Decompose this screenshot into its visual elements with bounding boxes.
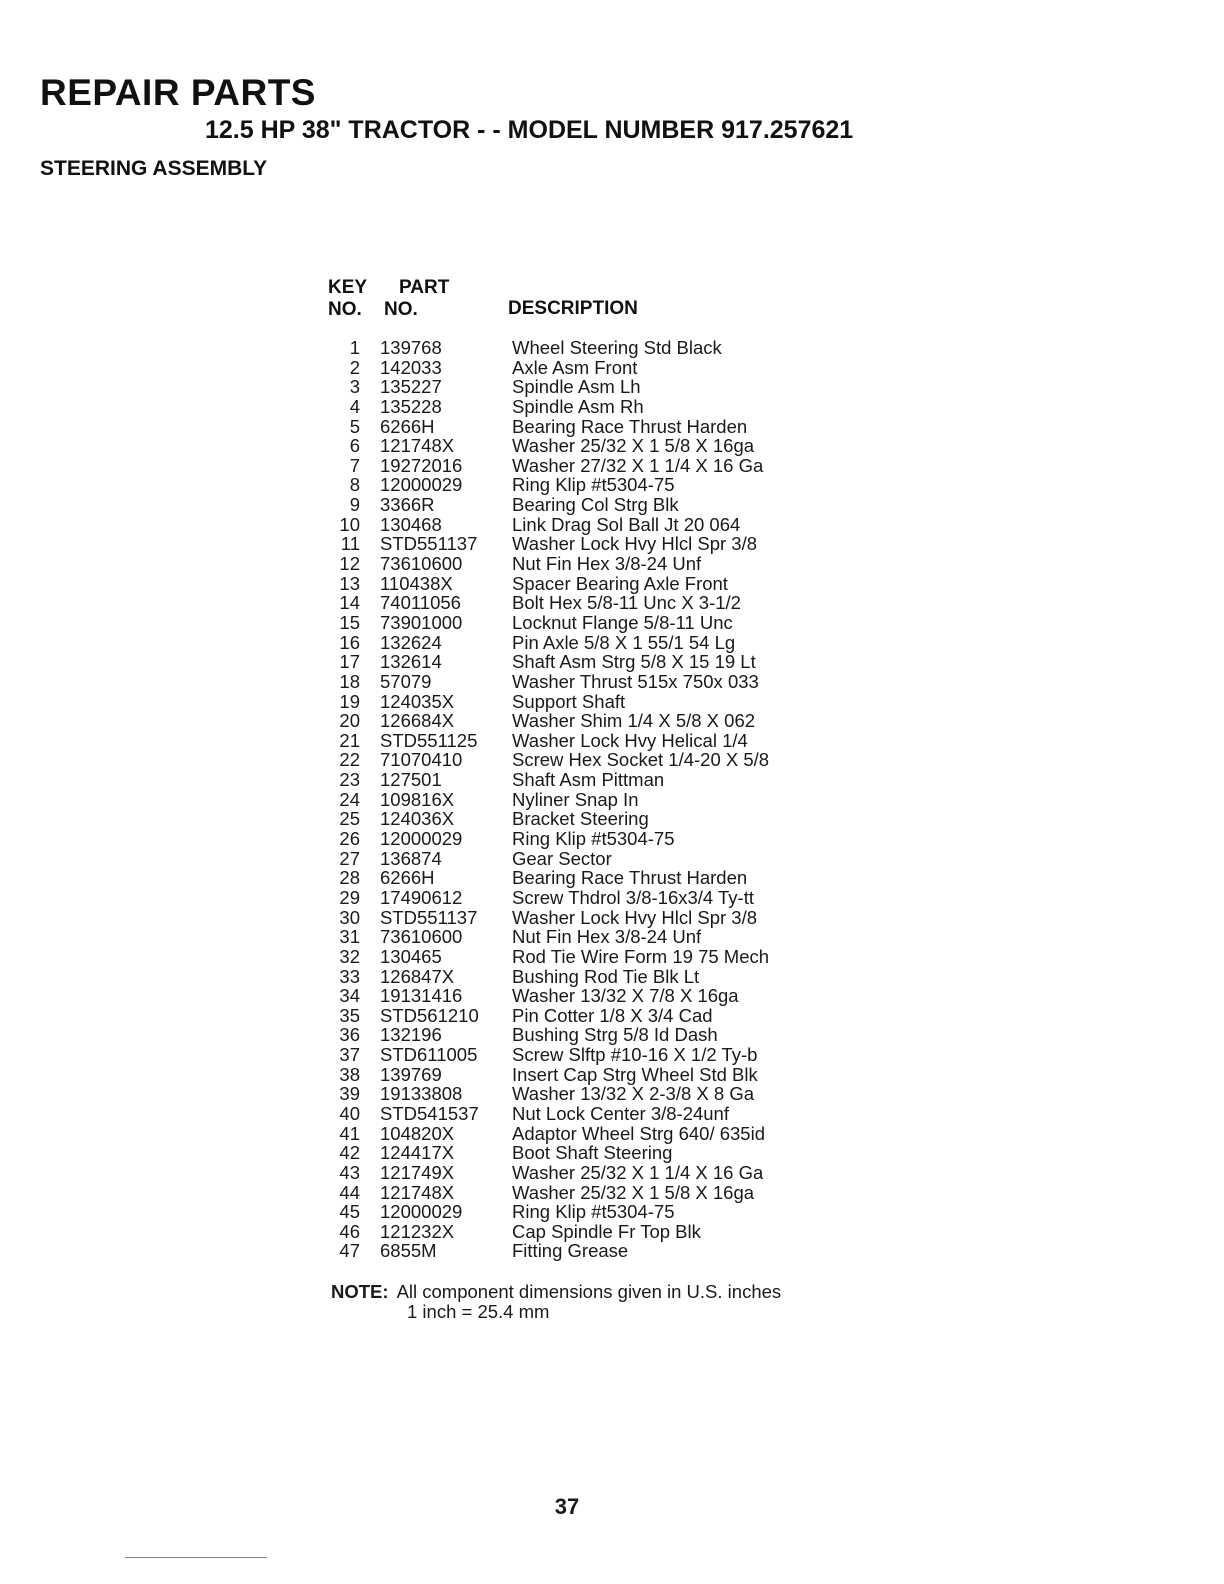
note-label: NOTE: xyxy=(331,1281,389,1302)
description: Screw Hex Socket 1/4-20 X 5/8 xyxy=(512,749,770,771)
table-row xyxy=(328,554,848,574)
description: Insert Cap Strg Wheel Std Blk xyxy=(512,1063,758,1085)
table-row xyxy=(328,652,848,672)
table-row xyxy=(328,1025,848,1045)
table-row xyxy=(328,809,848,829)
key-no: 20 xyxy=(339,710,360,732)
part-no: 110438X xyxy=(380,572,453,594)
table-row xyxy=(328,731,848,751)
description: Ring Klip #t5304-75 xyxy=(512,828,675,850)
table-row xyxy=(328,613,848,633)
key-no: 45 xyxy=(339,1201,360,1223)
key-no: 47 xyxy=(339,1240,360,1262)
part-no: 142033 xyxy=(380,356,442,378)
table-row xyxy=(328,475,848,495)
description: Spindle Asm Rh xyxy=(512,395,644,417)
description: Axle Asm Front xyxy=(512,356,638,378)
key-no: 29 xyxy=(339,886,360,908)
description: Washer 25/32 X 1 5/8 X 16ga xyxy=(512,1181,755,1203)
part-no: 132624 xyxy=(380,631,442,653)
table-row xyxy=(328,1183,848,1203)
key-no: 43 xyxy=(339,1161,360,1183)
part-no: 74011056 xyxy=(380,592,461,614)
description: Shaft Asm Strg 5/8 X 15 19 Lt xyxy=(512,651,756,673)
part-header-line1: PART xyxy=(399,277,450,298)
table-row xyxy=(328,534,848,554)
table-row xyxy=(328,1124,848,1144)
description: Bracket Steering xyxy=(512,808,649,830)
part-no: 136874 xyxy=(380,847,442,869)
key-no: 27 xyxy=(339,847,360,869)
key-no: 26 xyxy=(339,828,360,850)
part-no: 73610600 xyxy=(380,926,463,948)
table-row xyxy=(328,1202,848,1222)
section-title: STEERING ASSEMBLY xyxy=(40,157,268,180)
key-no: 11 xyxy=(340,533,360,555)
key-no: 9 xyxy=(349,494,360,516)
key-no: 24 xyxy=(339,788,360,810)
description: Washer 25/32 X 1 5/8 X 16ga xyxy=(512,435,755,457)
key-no: 46 xyxy=(339,1220,360,1242)
description-header: DESCRIPTION xyxy=(508,298,638,319)
table-row xyxy=(328,456,848,476)
table-row xyxy=(328,888,848,908)
key-no: 15 xyxy=(339,611,360,633)
key-no: 14 xyxy=(339,592,360,614)
description: Washer Lock Hvy Hlcl Spr 3/8 xyxy=(512,533,758,555)
part-no: 121748X xyxy=(380,435,455,457)
description: Support Shaft xyxy=(512,690,626,712)
key-no: 4 xyxy=(349,395,360,417)
table-row xyxy=(328,593,848,613)
part-no: 139768 xyxy=(380,337,442,358)
description: Gear Sector xyxy=(512,847,612,869)
description: Bushing Strg 5/8 Id Dash xyxy=(512,1024,718,1046)
key-no: 17 xyxy=(339,651,360,673)
key-no: 42 xyxy=(339,1142,360,1164)
key-no: 8 xyxy=(349,474,360,496)
description: Bearing Race Thrust Harden xyxy=(512,415,748,437)
table-row xyxy=(328,711,848,731)
description: Washer 13/32 X 7/8 X 16ga xyxy=(512,985,739,1007)
table-row xyxy=(328,1045,848,1065)
part-no: 139769 xyxy=(380,1063,442,1085)
part-no: STD551137 xyxy=(380,533,478,555)
model-subtitle: 12.5 HP 38" TRACTOR - - MODEL NUMBER 917.257621 xyxy=(205,116,854,144)
table-row xyxy=(328,1006,848,1026)
key-no: 5 xyxy=(349,415,360,437)
key-no: 33 xyxy=(339,965,360,987)
table-row xyxy=(328,495,848,515)
part-no: 19133808 xyxy=(380,1083,463,1105)
part-no: 121748X xyxy=(380,1181,455,1203)
table-row xyxy=(328,515,848,535)
key-no: 13 xyxy=(339,572,360,594)
description: Nut Fin Hex 3/8-24 Unf xyxy=(512,926,702,948)
key-no: 21 xyxy=(339,729,360,751)
key-no: 31 xyxy=(339,926,360,948)
description: Screw Slftp #10-16 X 1/2 Ty-b xyxy=(512,1044,758,1066)
table-row xyxy=(328,338,848,358)
description: Link Drag Sol Ball Jt 20 064 xyxy=(512,513,741,535)
description: Washer 25/32 X 1 1/4 X 16 Ga xyxy=(512,1161,764,1183)
part-no-header xyxy=(384,277,449,321)
part-no: STD551137 xyxy=(380,906,478,928)
part-no: 121749X xyxy=(380,1161,455,1183)
part-no: 126684X xyxy=(380,710,455,732)
key-no: 23 xyxy=(339,769,360,791)
part-no: 135227 xyxy=(380,376,442,398)
part-no: 121232X xyxy=(380,1220,455,1242)
footer-rule xyxy=(125,1557,267,1558)
description: Washer Shim 1/4 X 5/8 X 062 xyxy=(512,710,756,732)
table-row xyxy=(328,908,848,928)
part-no: 17490612 xyxy=(380,886,463,908)
description: Bushing Rod Tie Blk Lt xyxy=(512,965,700,987)
table-row xyxy=(328,1065,848,1085)
part-no: 124417X xyxy=(380,1142,455,1164)
part-no: 19131416 xyxy=(380,985,463,1007)
table-row xyxy=(328,790,848,810)
part-no: STD611005 xyxy=(380,1044,478,1066)
part-no: 3366R xyxy=(380,494,435,516)
description: Ring Klip #t5304-75 xyxy=(512,1201,675,1223)
description: Washer 13/32 X 2-3/8 X 8 Ga xyxy=(512,1083,754,1105)
key-no: 16 xyxy=(339,631,360,653)
key-no: 34 xyxy=(339,985,360,1007)
part-no: 19272016 xyxy=(380,454,463,476)
key-header-line1: KEY xyxy=(328,277,368,298)
key-no: 7 xyxy=(349,454,360,476)
description: Washer Lock Hvy Helical 1/4 xyxy=(512,729,748,751)
key-no: 32 xyxy=(339,945,360,967)
key-no: 36 xyxy=(339,1024,360,1046)
page-heading: REPAIR PARTS xyxy=(40,72,316,113)
key-no: 22 xyxy=(339,749,360,771)
part-no: 135228 xyxy=(380,395,442,417)
note-conversion: 1 inch = 25.4 mm xyxy=(407,1301,550,1322)
description: Locknut Flange 5/8-11 Unc xyxy=(512,611,733,633)
key-no: 3 xyxy=(349,376,360,398)
part-no: 6266H xyxy=(380,415,435,437)
part-no: 104820X xyxy=(380,1122,455,1144)
key-no: 25 xyxy=(339,808,360,830)
table-row xyxy=(328,1222,848,1242)
table-row xyxy=(328,574,848,594)
description: Nut Fin Hex 3/8-24 Unf xyxy=(512,553,702,575)
key-no: 41 xyxy=(339,1122,360,1144)
description: Washer Thrust 515x 750x 033 xyxy=(512,670,759,692)
key-no: 12 xyxy=(339,553,360,575)
table-row xyxy=(328,358,848,378)
part-no: 12000029 xyxy=(380,1201,463,1223)
page-number: 37 xyxy=(554,1494,580,1519)
table-row xyxy=(328,633,848,653)
part-no: 12000029 xyxy=(380,828,463,850)
table-row xyxy=(328,1163,848,1183)
table-row xyxy=(328,927,848,947)
key-no: 35 xyxy=(339,1004,360,1026)
part-no: 127501 xyxy=(380,769,442,791)
key-no: 1 xyxy=(349,337,360,358)
description: Ring Klip #t5304-75 xyxy=(512,474,675,496)
description: Spindle Asm Lh xyxy=(512,376,641,398)
description: Pin Axle 5/8 X 1 55/1 54 Lg xyxy=(512,631,736,653)
description: Adaptor Wheel Strg 640/ 635id xyxy=(512,1122,765,1144)
part-no: 130468 xyxy=(380,513,442,535)
table-row xyxy=(328,672,848,692)
key-no-header xyxy=(328,277,367,321)
description: Nut Lock Center 3/8-24unf xyxy=(512,1102,729,1124)
key-no: 6 xyxy=(349,435,360,457)
part-no: STD551125 xyxy=(380,729,478,751)
table-row xyxy=(328,417,848,437)
key-no: 30 xyxy=(339,906,360,928)
table-row xyxy=(328,947,848,967)
table-row xyxy=(328,436,848,456)
table-row xyxy=(328,849,848,869)
table-row xyxy=(328,868,848,888)
table-row xyxy=(328,692,848,712)
part-no: STD561210 xyxy=(380,1004,479,1026)
part-no: 73610600 xyxy=(380,553,463,575)
table-row xyxy=(328,986,848,1006)
part-header-line2: NO. xyxy=(384,299,418,320)
part-no: 132196 xyxy=(380,1024,442,1046)
part-no: 124036X xyxy=(380,808,455,830)
table-row xyxy=(328,397,848,417)
key-no: 2 xyxy=(349,356,360,378)
note-line1 xyxy=(331,1281,781,1302)
note-text: All component dimensions given in U.S. inches xyxy=(396,1281,782,1302)
description: Washer Lock Hvy Hlcl Spr 3/8 xyxy=(512,906,758,928)
description: Washer 27/32 X 1 1/4 X 16 Ga xyxy=(512,454,764,476)
parts-list xyxy=(328,338,848,1261)
description: Nyliner Snap In xyxy=(512,788,639,810)
part-no: 130465 xyxy=(380,945,442,967)
key-no: 18 xyxy=(339,670,360,692)
part-no: 132614 xyxy=(380,651,442,673)
part-no: 6855M xyxy=(380,1240,437,1262)
table-row xyxy=(328,1084,848,1104)
table-row xyxy=(328,829,848,849)
description: Spacer Bearing Axle Front xyxy=(512,572,728,594)
part-no: 126847X xyxy=(380,965,455,987)
part-no: 12000029 xyxy=(380,474,463,496)
description: Fitting Grease xyxy=(512,1240,629,1262)
table-row xyxy=(328,750,848,770)
description: Bearing Race Thrust Harden xyxy=(512,867,748,889)
description: Bearing Col Strg Blk xyxy=(512,494,679,516)
description: Rod Tie Wire Form 19 75 Mech xyxy=(512,945,770,967)
note xyxy=(331,1282,781,1322)
key-no: 37 xyxy=(339,1044,360,1066)
description: Pin Cotter 1/8 X 3/4 Cad xyxy=(512,1004,713,1026)
table-row xyxy=(328,1104,848,1124)
key-no: 38 xyxy=(339,1063,360,1085)
key-no: 40 xyxy=(339,1102,360,1124)
part-no: 109816X xyxy=(380,788,455,810)
part-no: STD541537 xyxy=(380,1102,479,1124)
description: Boot Shaft Steering xyxy=(512,1142,673,1164)
table-row xyxy=(328,1241,848,1261)
description: Screw Thdrol 3/8-16x3/4 Ty-tt xyxy=(512,886,754,908)
description: Shaft Asm Pittman xyxy=(512,769,665,791)
table-row xyxy=(328,1143,848,1163)
part-no: 6266H xyxy=(380,867,435,889)
table-row xyxy=(328,967,848,987)
part-no: 124035X xyxy=(380,690,455,712)
key-no: 39 xyxy=(339,1083,360,1105)
part-no: 71070410 xyxy=(380,749,463,771)
table-row xyxy=(328,770,848,790)
description: Cap Spindle Fr Top Blk xyxy=(512,1220,701,1242)
key-no: 44 xyxy=(339,1181,360,1203)
key-no: 28 xyxy=(339,867,360,889)
description: Wheel Steering Std Black xyxy=(512,337,722,358)
description: Bolt Hex 5/8-11 Unc X 3-1/2 xyxy=(512,592,741,614)
key-header-line2: NO. xyxy=(328,299,362,320)
key-no: 10 xyxy=(339,513,360,535)
part-no: 57079 xyxy=(380,670,432,692)
key-no: 19 xyxy=(339,690,360,712)
table-row xyxy=(328,377,848,397)
part-no: 73901000 xyxy=(380,611,463,633)
